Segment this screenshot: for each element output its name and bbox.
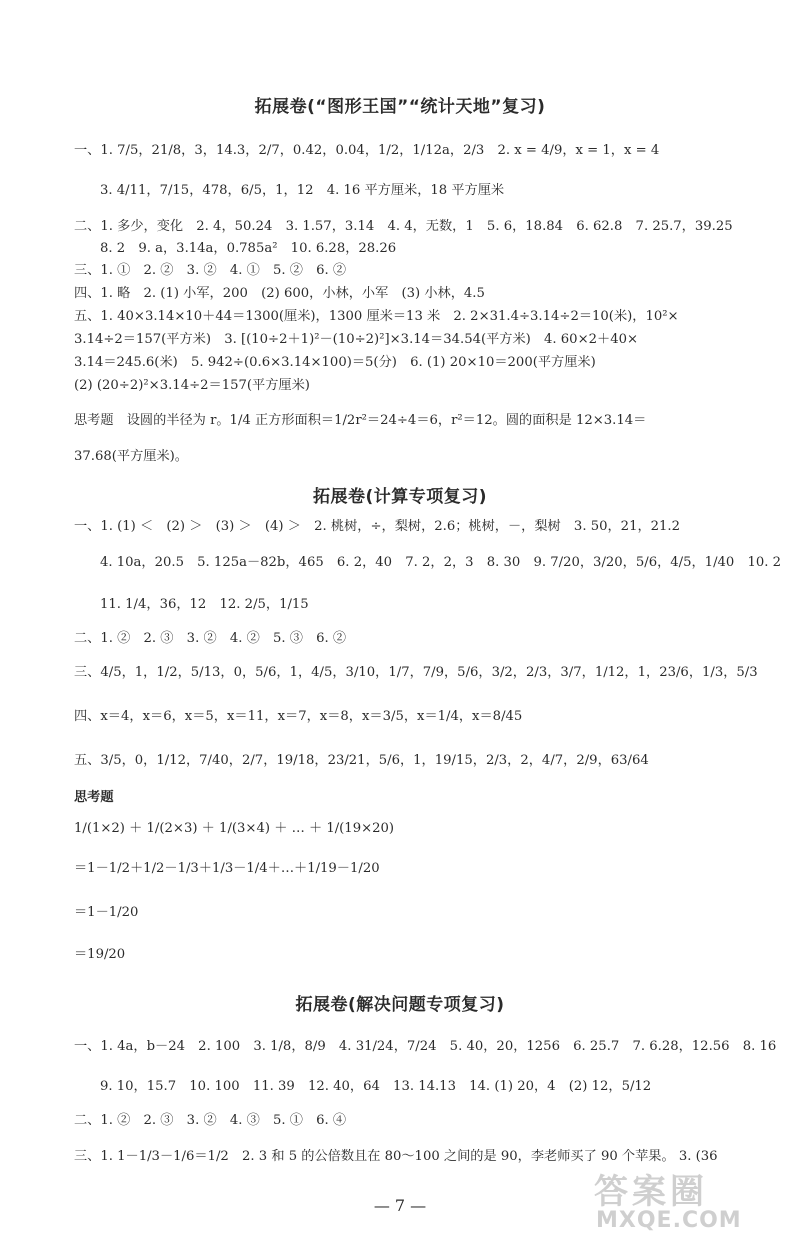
watermark-logo <box>594 1164 784 1236</box>
think-question-title: 思考题 <box>74 790 114 805</box>
answer-line: 8. 2 9. a，3.14a，0.785a² 10. 6.28，28.26 <box>100 241 397 256</box>
answer-line: 二、1. ② 2. ③ 3. ② 4. ② 5. ③ 6. ② <box>74 631 347 646</box>
section-title-problem-solving: 拓展卷(解决问题专项复习) <box>295 995 505 1015</box>
section-title-calculation: 拓展卷(计算专项复习) <box>312 487 488 507</box>
think-question-line: 37.68(平方厘米)。 <box>74 449 188 464</box>
answer-line: 三、1. 1－1/3－1/6＝1/2 2. 3 和 5 的公倍数且在 80～100 之间的是 90，李老师买了 90 个苹果。 3. (36 <box>74 1149 718 1164</box>
answer-line: 一、1. 7/5，21/8，3，14.3，2/7，0.42，0.04，1/2，1/12a，2/3 2. x = 4/9，x = 1，x = 4 <box>74 143 660 158</box>
answer-line: 3.14＝245.6(米) 5. 942÷(0.6×3.14×100)＝5(分) 6. (1) 20×10＝200(平方厘米) <box>74 355 596 370</box>
answer-line: 三、4/5，1，1/2，5/13，0，5/6，1，4/5，3/10，1/7，7/9，5/6，3/2，2/3，3/7，1/12，1，23/6，1/3，5/3 <box>74 665 758 680</box>
answer-line: 五、3/5，0，1/12，7/40，2/7，19/18，23/21，5/6，1，19/15，2/3，2，4/7，2/9，63/64 <box>74 753 649 768</box>
think-step: ＝1－1/20 <box>74 905 139 920</box>
answer-line: 11. 1/4，36，12 12. 2/5，1/15 <box>100 597 309 612</box>
answer-line: 4. 10a，20.5 5. 125a－82b，465 6. 2，40 7. 2，2，3 8. 30 9. 7/20，3/20，5/6，4/5，1/40 10. 2 <box>100 555 782 570</box>
answer-line: 3. 4/11，7/15，478，6/5，1，12 4. 16 平方厘米，18 平方厘米 <box>100 183 505 198</box>
answer-line: 五、1. 40×3.14×10＋44＝1300(厘米)，1300 厘米＝13 米 2. 2×31.4÷3.14÷2＝10(米)，10²× <box>74 309 679 324</box>
section-title-geometry-statistics: 拓展卷(“图形王国”“统计天地”复习) <box>254 97 546 117</box>
think-step: ＝19/20 <box>74 947 126 962</box>
answer-line: 9. 10，15.7 10. 100 11. 39 12. 40，64 13. 14.13 14. (1) 20，4 (2) 12，5/12 <box>100 1079 652 1094</box>
page-number: — 7 — <box>373 1196 427 1215</box>
think-question-line: 思考题 设圆的半径为 r。1/4 正方形面积＝1/2r²＝24÷4＝6，r²＝12。圆的面积是 12×3.14＝ <box>74 413 647 428</box>
answer-line: (2) (20÷2)²×3.14÷2＝157(平方厘米) <box>74 378 310 393</box>
watermark-text: 答案圈 <box>594 1172 708 1212</box>
think-step: 1/(1×2) ＋ 1/(2×3) ＋ 1/(3×4) ＋ … ＋ 1/(19×20) <box>74 821 395 836</box>
answer-line: 四、x＝4，x＝6，x＝5，x＝11，x＝7，x＝8，x＝3/5，x＝1/4，x＝8/45 <box>74 709 523 724</box>
answer-line: 四、1. 略 2. (1) 小军，200 (2) 600，小林，小军 (3) 小林，4.5 <box>74 286 485 301</box>
answer-line: 三、1. ① 2. ② 3. ② 4. ① 5. ② 6. ② <box>74 263 347 278</box>
answer-line: 二、1. ② 2. ③ 3. ② 4. ③ 5. ① 6. ④ <box>74 1113 347 1128</box>
answer-line: 一、1. 4a，b－24 2. 100 3. 1/8，8/9 4. 31/24，7/24 5. 40，20，1256 6. 25.7 7. 6.28，12.56 8. 16 <box>74 1039 777 1054</box>
watermark-url: MXQE.COM <box>596 1208 742 1233</box>
think-step: ＝1－1/2＋1/2－1/3＋1/3－1/4＋…＋1/19－1/20 <box>74 861 380 876</box>
answer-line: 二、1. 多少，变化 2. 4，50.24 3. 1.57，3.14 4. 4，无数，1 5. 6，18.84 6. 62.8 7. 25.7，39.25 <box>74 219 733 234</box>
answer-line: 一、1. (1) ＜ (2) ＞ (3) ＞ (4) ＞ 2. 桃树，÷，梨树，2.6；桃树，－，梨树 3. 50，21，21.2 <box>74 519 681 534</box>
answer-line: 3.14÷2＝157(平方米) 3. [(10÷2＋1)²－(10÷2)²]×3.14＝34.54(平方米) 4. 60×2＋40× <box>74 332 639 347</box>
